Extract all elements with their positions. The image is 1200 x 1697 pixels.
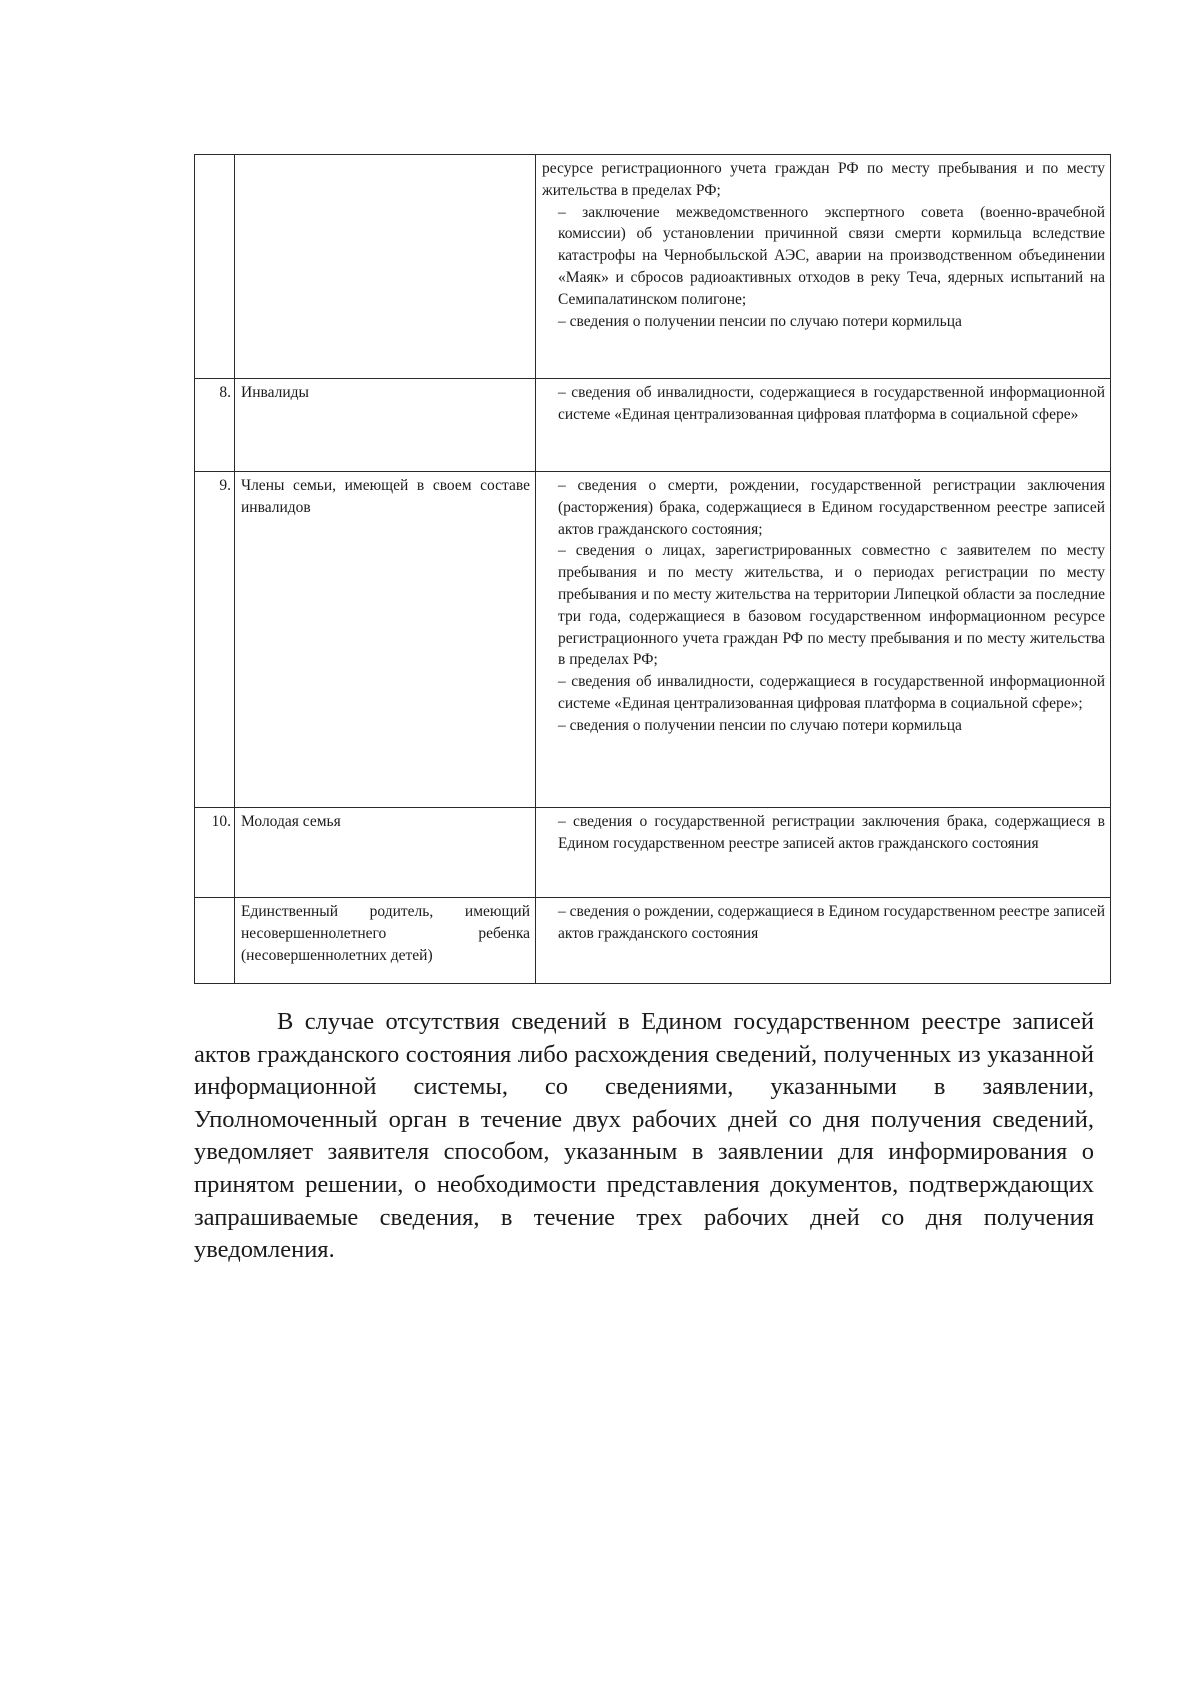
source-item: – сведения об инвалидности, содержащиеся в государственной информационной системе «Единая централизованная цифровая платформа в социальной сфере»: [558, 384, 1105, 423]
table-row: [195, 472, 1111, 808]
services-table: [194, 154, 1111, 984]
row-number-cell: 9.: [195, 472, 235, 808]
category-cell: [235, 155, 536, 379]
row-number-cell: 10.: [195, 808, 235, 898]
source-item: – сведения о лицах, зарегистрированных совместно с заявителем по месту пребывания и по месту жительства, и о периодах регистрации по месту пребывания и по месту жительства на территории Липецкой области за последние три года, содержащиеся в базовом государственном информационном ресурсе регистрационного учета граждан РФ по месту пребывания и по месту жительства в пределах РФ;: [558, 542, 1105, 669]
source-item: ресурсе регистрационного учета граждан РФ по месту пребывания и по месту жительства в пределах РФ;: [542, 160, 1105, 199]
category-cell: Инвалиды: [235, 379, 536, 472]
source-item: – сведения о получении пенсии по случаю потери кормильца: [558, 716, 962, 734]
category-cell: Молодая семья: [235, 808, 536, 898]
source-item: – заключение межведомственного экспертного совета (военно-врачебной комиссии) об установлении причинной связи смерти кормильца вследствие катастрофы на Чернобыльской АЭС, аварии на производственном объединении «Маяк» и сбросов радиоактивных отходов в реку Теча, ядерных испытаний на Семипалатинском полигоне;: [558, 203, 1105, 308]
body-paragraph: В случае отсутствия сведений в Едином государственном реестре записей актов гражданского состояния либо расхождения сведений, полученных из указанной информационной системы, со сведениями, указанными в заявлении, Уполномоченный орган в течение двух рабочих дней со дня получения сведений, уведомляет заявителя способом, указанным в заявлении для информирования о принятом решении, о необходимости представления документов, подтверждающих запрашиваемые сведения, в течение трех рабочих дней со дня получения уведомления.: [194, 1008, 1094, 1264]
row-number-cell: 8.: [195, 379, 235, 472]
source-item: – сведения об инвалидности, содержащиеся в государственной информационной системе «Единая централизованная цифровая платформа в социальной сфере»;: [558, 673, 1105, 712]
category-cell: Единственный родитель, имеющий несовершеннолетнего ребенка (несовершеннолетних детей): [235, 898, 536, 984]
table-row: [195, 379, 1111, 472]
source-item: – сведения о рождении, содержащиеся в Едином государственном реестре записей актов гражданского состояния: [558, 903, 1105, 942]
sources-cell: [536, 472, 1111, 808]
sources-cell: [536, 898, 1111, 984]
sources-cell: [536, 808, 1111, 898]
table-row: [195, 155, 1111, 379]
category-cell: Члены семьи, имеющей в своем составе инвалидов: [235, 472, 536, 808]
source-item: – сведения о получении пенсии по случаю потери кормильца: [558, 312, 962, 330]
row-number-cell: [195, 898, 235, 984]
table-row: [195, 898, 1111, 984]
table-row: [195, 808, 1111, 898]
row-number-cell: [195, 155, 235, 379]
source-item: – сведения о государственной регистрации заключения брака, содержащиеся в Едином государственном реестре записей актов гражданского состояния: [558, 813, 1105, 852]
sources-cell: [536, 155, 1111, 379]
sources-cell: [536, 379, 1111, 472]
source-item: – сведения о смерти, рождении, государственной регистрации заключения (расторжения) брака, содержащиеся в Едином государственном реестре записей актов гражданского состояния;: [558, 477, 1105, 538]
